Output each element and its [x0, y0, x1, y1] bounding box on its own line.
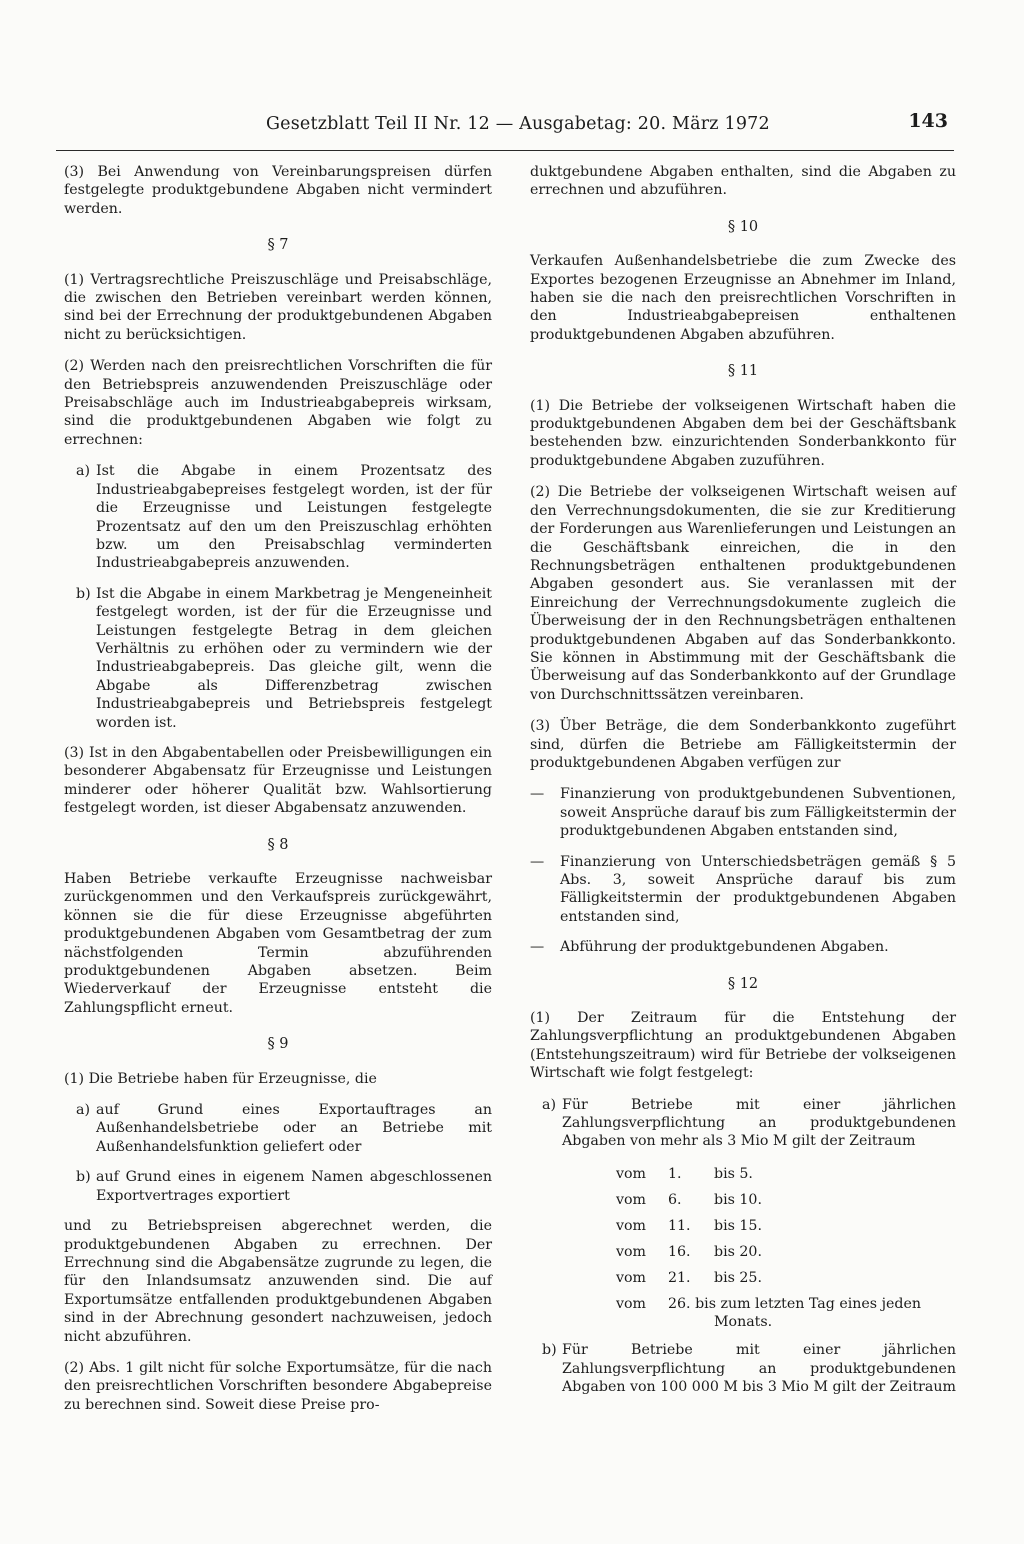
list-marker: b) — [76, 585, 91, 602]
period-last-continuation: Monats. — [714, 1313, 773, 1330]
period-vom: vom — [616, 1295, 647, 1312]
paragraph-11-3: (3) Über Beträge, die dem Sonderbankkonto zugeführt sind, dürfen die Betriebe am Fälligkeitstermin der produktgebundenen Abgaben verfügen zur — [530, 718, 956, 771]
list-marker: a) — [76, 463, 90, 480]
period-row — [616, 1187, 956, 1213]
dash-item-3 — [530, 938, 956, 956]
period-vom: vom — [616, 1217, 647, 1234]
period-vom: vom — [616, 1165, 647, 1182]
list-item-12-1-b — [542, 1341, 956, 1396]
list-item-7-2-b — [76, 585, 492, 732]
dash-item-text: Abführung der produktgebundenen Abgaben. — [560, 939, 889, 956]
period-from: 1. — [668, 1165, 682, 1182]
paragraph-7-1: (1) Vertragsrechtliche Preiszuschläge und Preisabschläge, die zwischen den Betrieben vereinbart werden können, sind bei der Errechnung der produktgebundenen Abgaben nicht zu berücksichtigen. — [64, 271, 492, 343]
dash-item-2 — [530, 853, 956, 927]
period-to: bis 25. — [714, 1269, 762, 1286]
period-row — [616, 1265, 956, 1291]
section-heading-8: § 8 — [267, 836, 289, 853]
section-heading-7: § 7 — [267, 237, 289, 254]
dash-item-text: Finanzierung von Unterschiedsbeträgen gemäß § 5 Abs. 3, soweit Ansprüche darauf bis zum Fälligkeitstermin der produktgebundenen Abgaben entstanden sind, — [560, 853, 956, 925]
paragraph-9-2: (2) Abs. 1 gilt nicht für solche Exportumsätze, für die nach den preisrechtlichen Vorschriften besondere Abgabepreise zu berechnen sind. Soweit diese Preise pro- — [64, 1359, 492, 1413]
list-item-text: Ist die Abgabe in einem Markbetrag je Mengeneinheit festgelegt worden, ist der für die Erzeugnisse und Leistungen festgelegte Betrag in dem gleichen Verhältnis zu erhöhen oder zu vermindern wie der Industrieabgabepreis. Das gleiche gilt, wenn die Abgabe als Differenzbetrag zwischen Industrieabgabepreis und Betriebspreis festgelegt worden ist. — [96, 585, 492, 731]
period-to: bis 15. — [714, 1217, 762, 1234]
list-marker: b) — [542, 1342, 557, 1359]
right-column — [530, 163, 956, 1407]
period-row — [616, 1239, 956, 1265]
period-row-last — [616, 1291, 956, 1317]
list-item-text: auf Grund eines in eigenem Namen abgeschlossenen Exportvertrages exportiert — [96, 1169, 492, 1204]
period-from: 6. — [668, 1191, 682, 1208]
period-vom: vom — [616, 1191, 647, 1208]
header-title: Gesetzblatt Teil II Nr. 12 — Ausgabetag: 20. März 1972 — [266, 114, 770, 134]
list-marker: a) — [542, 1096, 556, 1113]
paragraph-9-1: (1) Die Betriebe haben für Erzeugnisse, die — [64, 1070, 377, 1087]
section-heading-12: § 12 — [727, 975, 759, 992]
period-from: 11. — [668, 1217, 691, 1234]
paragraph-8: Haben Betriebe verkaufte Erzeugnisse nachweisbar zurückgenommen und den Verkaufspreis zurückgewährt, können sie die für diese Erzeugnisse abgeführten produktgebundenen Abgaben vom Gesamtbetrag der zum nächstfolgenden Termin abzuführenden produktgebundenen Abgaben absetzen. Beim Wiederverkauf der Erzeugnisse entsteht die Zahlungspflicht erneut. — [64, 871, 492, 1016]
list-marker: a) — [76, 1102, 90, 1119]
paragraph-12-1: (1) Der Zeitraum für die Entstehung der Zahlungsverpflichtung an produktgebundenen Abgaben (Entstehungszeitraum) wird für Betriebe der volkseigenen Wirtschaft wie folgt festgelegt: — [530, 1010, 956, 1082]
list-item-9-1-a — [76, 1101, 492, 1156]
page-number: 143 — [908, 110, 948, 132]
period-to: bis 10. — [714, 1191, 762, 1208]
dash-marker: — — [530, 939, 545, 956]
section-heading-9: § 9 — [267, 1036, 289, 1053]
paragraph-6-3: (3) Bei Anwendung von Vereinbarungspreisen dürfen festgelegte produktgebundene Abgaben nicht vermindert werden. — [64, 164, 492, 217]
list-item-7-2-a — [76, 462, 492, 572]
paragraph-10: Verkaufen Außenhandelsbetriebe die zum Zwecke des Exportes bezogenen Erzeugnisse an Abnehmer im Inland, haben sie die nach den preisrechtlichen Vorschriften in den Industrieabgabepreisen enthaltenen produktgebundenen Abgaben abzuführen. — [530, 253, 956, 343]
dash-marker: — — [530, 853, 545, 870]
list-item-text: Ist die Abgabe in einem Prozentsatz des Industrieabgabepreises festgelegt worden, ist der für die Erzeugnisse und Leistungen festgelegte Prozentsatz auf den um den Preiszuschlag erhöhten bzw. um den Preisabschlag verminderten Industrieabgabepreis anzuwenden. — [96, 463, 492, 572]
period-to: bis 20. — [714, 1243, 762, 1260]
paragraph-11-2: (2) Die Betriebe der volkseigenen Wirtschaft weisen auf den Verrechnungsdokumenten, die sie zur Kreditierung der Forderungen aus Warenlieferungen und Leistungen an die Geschäftsbank einreichen, die in den Rechnungsbeträgen enthaltenen produktgebundenen Abgaben gesondert aus. Sie veranlassen mit der Einreichung der Verrechnungsdokumente zugleich die Überweisung der in den Rechnungsbeträgen enthaltenen produktgebundenen Abgaben auf das Sonderbankkonto. Sie können in Abstimmung mit der Geschäftsbank die Überweisung auf das Sonderbankkonto auf der Grundlage von Durchschnittssätzen vereinbaren. — [530, 484, 956, 703]
list-item-text: auf Grund eines Exportauftrages an Außenhandelsbetriebe oder an Betriebe mit Außenhandelsfunktion geliefert oder — [96, 1102, 492, 1155]
list-marker: b) — [76, 1169, 91, 1186]
dash-item-text: Finanzierung von produktgebundenen Subventionen, soweit Ansprüche darauf bis zum Fälligkeitstermin der produktgebundenen Abgaben entstanden sind, — [560, 786, 956, 840]
period-last-text: 26. bis zum letzten Tag eines jeden — [668, 1295, 921, 1312]
period-row — [616, 1161, 956, 1187]
period-vom: vom — [616, 1243, 647, 1260]
period-to: bis 5. — [714, 1165, 753, 1182]
dash-item-1 — [530, 785, 956, 840]
paragraph-7-3: (3) Ist in den Abgabentabellen oder Preisbewilligungen ein besonderer Abgabensatz für Erzeugnisse und Leistungen minderer oder höherer Qualität bzw. Wahlsortierung festgelegt worden, ist dieser Abgabensatz anzuwenden. — [64, 744, 492, 817]
period-row — [616, 1213, 956, 1239]
paragraph-11-1: (1) Die Betriebe der volkseigenen Wirtschaft haben die produktgebundenen Abgaben dem bei der Geschäftsbank bestehenden bzw. einzurichtenden Sonderbankkonto für produktgebundene Abgaben zuzuführen. — [530, 397, 956, 469]
period-from: 21. — [668, 1269, 691, 1286]
dash-marker: — — [530, 786, 545, 803]
period-vom: vom — [616, 1269, 647, 1286]
paragraph-9-2-continuation: duktgebundene Abgaben enthalten, sind die Abgaben zu errechnen und abzuführen. — [530, 164, 956, 199]
list-item-text: Für Betriebe mit einer jährlichen Zahlungsverpflichtung an produktgebundenen Abgaben von mehr als 3 Mio M gilt der Zeitraum — [562, 1096, 956, 1150]
list-item-9-1-b — [76, 1168, 492, 1205]
list-item-text: Für Betriebe mit einer jährlichen Zahlungsverpflichtung an produktgebundenen Abgaben von 100 000 M bis 3 Mio M gilt der Zeitraum — [562, 1342, 956, 1396]
period-table — [616, 1161, 956, 1331]
page-header — [56, 106, 954, 151]
list-item-12-1-a — [542, 1096, 956, 1151]
section-heading-11: § 11 — [727, 363, 759, 380]
section-heading-10: § 10 — [727, 218, 759, 235]
left-column — [64, 163, 492, 1427]
period-from: 16. — [668, 1243, 691, 1260]
paragraph-9-1-continuation: und zu Betriebspreisen abgerechnet werden, die produktgebundenen Abgaben zu errechnen. Der Errechnung sind die Abgabensätze zugrunde zu legen, die für den Inlandsumsatz anzuwenden sind. Die auf Exportumsätze entfallenden produktgebundenen Abgaben sind in der Abrechnung gesondert nachzuweisen, jedoch nicht abzuführen. — [64, 1218, 492, 1345]
paragraph-7-2: (2) Werden nach den preisrechtlichen Vorschriften die für den Betriebspreis anzuwendenden Preiszuschläge oder Preisabschläge auch im Industrieabgabepreis wirksam, sind die produktgebundenen Abgaben wie folgt zu errechnen: — [64, 358, 492, 448]
